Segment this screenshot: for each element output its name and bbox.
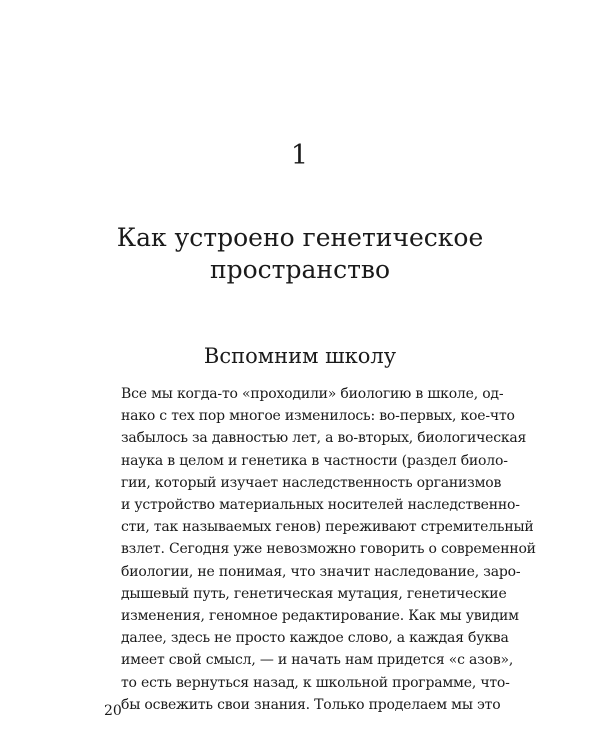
body-line: то есть вернуться назад, к школьной программе, что- [121, 674, 510, 691]
body-line: далее, здесь не просто каждое слово, а каждая буква [121, 630, 509, 647]
body-line: сти, так называемых генов) переживают стремительный [121, 519, 534, 536]
body-line: изменения, геномное редактирование. Как мы увидим [121, 608, 519, 625]
body-line: наука в целом и генетика в частности (раздел биоло- [121, 452, 508, 469]
body-line: гии, который изучает наследственность организмов [121, 474, 502, 491]
body-line: Все мы когда-то «проходили» биологию в школе, од- [121, 386, 504, 402]
body-line: дышевый путь, генетическая мутация, генетические [121, 585, 507, 602]
chapter-title-line: пространство [209, 255, 391, 284]
body-line: взлет. Сегодня уже невозможно говорить о современной [121, 541, 536, 558]
body-line: забылось за давностью лет, а во-вторых, биологическая [121, 430, 527, 447]
body-paragraph [121, 383, 536, 716]
body-line: имеет свой смысл, — и начать нам придется «с азов», [121, 652, 514, 669]
chapter-number: 1 [290, 140, 310, 171]
page-number: 20 [104, 703, 122, 719]
body-line: биологии, не понимая, что значит наследование, заро- [121, 563, 521, 580]
section-heading: Вспомним школу [203, 344, 397, 368]
chapter-title [80, 222, 520, 286]
body-line: бы освежить свои знания. Только проделаем мы это [121, 696, 501, 713]
chapter-title-line: Как устроено генетическое [116, 223, 484, 252]
body-line: и устройство материальных носителей наследственно- [121, 497, 520, 514]
body-line: нако с тех пор многое изменилось: во-первых, кое-что [121, 408, 515, 425]
